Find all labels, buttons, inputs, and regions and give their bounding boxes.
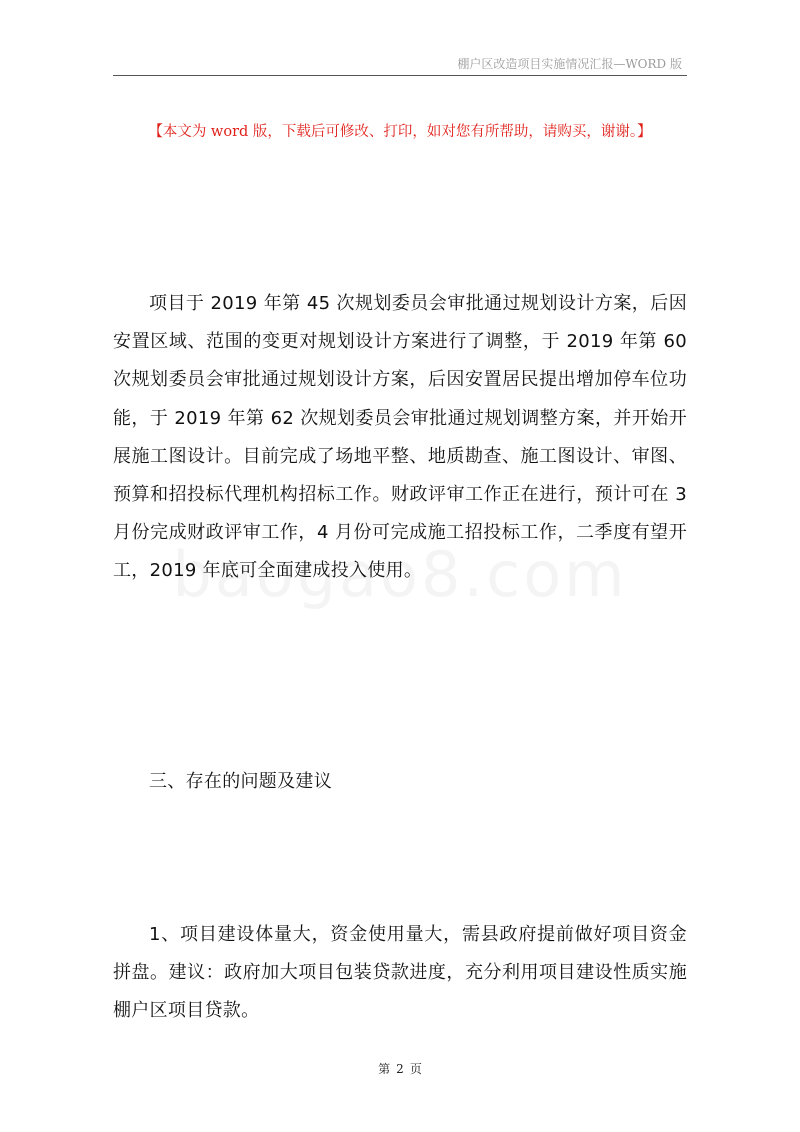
- section-heading-problems: 三、存在的问题及建议: [149, 771, 332, 792]
- page-suffix: 页: [409, 1062, 422, 1076]
- project-progress-paragraph: 项目于 2019 年第 45 次规划委员会审批通过规划设计方案，后因安置区域、范围的变更对规划设计方案进行了调整，于 2019 年第 60 次规划委员会审批通过规划设计方案，后因安置居民提出增加停车位功能，于 2019 年第 62 次规划委员会审批通过规划调整方案，并开始开展施工图设计。目前完成了场地平整、地质勘查、施工图设计、审图、预算和招投标代理机构招标工作。财政评审工作正在进行，预计可在 3 月份完成财政评审工作，4 月份可完成施工招投标工作，二季度有望开工，2019 年底可全面建成投入使用。: [113, 293, 687, 582]
- page-number: 2: [396, 1062, 404, 1076]
- page-prefix: 第: [378, 1062, 391, 1076]
- problem-item-1-paragraph: 1、项目建设体量大，资金使用量大，需县政府提前做好项目资金拼盘。建议：政府加大项目包装贷款进度，充分利用项目建设性质实施棚户区项目贷款。: [113, 924, 687, 1022]
- page-footer: [0, 1060, 800, 1077]
- running-header-title: 棚户区改造项目实施情况汇报—WORD 版: [457, 57, 682, 71]
- header-divider: [113, 75, 687, 76]
- word-version-notice: 【本文为 word 版，下载后可修改、打印，如对您有所帮助，请购买，谢谢。】: [148, 124, 652, 140]
